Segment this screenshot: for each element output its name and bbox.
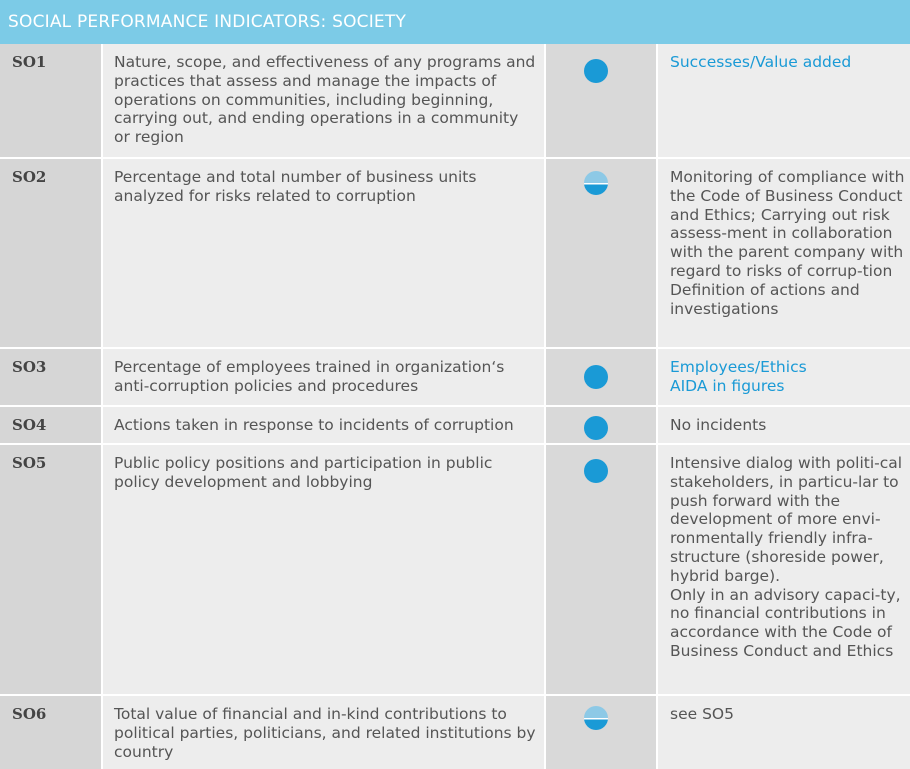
indicator-code: SO6 (0, 696, 101, 769)
response-text: No incidents (670, 416, 767, 434)
response-link-successes[interactable]: Successes/Value added (670, 53, 852, 71)
indicator-description: Public policy positions and participation in public policy development and lobbying (103, 445, 544, 694)
indicator-description: Percentage of employees trained in organization‘s anti-corruption policies and procedures (103, 349, 544, 405)
indicator-description: Actions taken in response to incidents of corruption (103, 407, 544, 443)
indicator-code: SO3 (0, 349, 101, 405)
full-circle-icon (584, 365, 608, 389)
response-cell (658, 159, 910, 347)
response-link-aida-in-figures[interactable]: AIDA in figures (670, 376, 785, 395)
status-cell (546, 407, 656, 443)
status-cell (546, 349, 656, 405)
indicator-code: SO2 (0, 159, 101, 347)
response-cell (658, 349, 910, 405)
response-cell (658, 696, 910, 769)
indicator-description: Percentage and total number of business units analyzed for risks related to corruption (103, 159, 544, 347)
status-cell (546, 696, 656, 769)
half-circle-icon (584, 171, 608, 195)
response-text: Monitoring of compliance with the Code of Business Conduct and Ethics; Carrying out risk assess-ment in collaboration with the parent company with regard to risks of corrup-tion Definition of actions and investigations (670, 168, 905, 318)
status-cell (546, 44, 656, 157)
response-link-employees-ethics[interactable]: Employees/Ethics (670, 358, 807, 376)
indicator-code: SO5 (0, 445, 101, 694)
response-text: Only in an advisory capaci-ty, no financial contributions in accordance with the Code of Business Conduct and Ethics (670, 585, 901, 660)
full-circle-icon (584, 416, 608, 440)
response-cell (658, 407, 910, 443)
indicator-table (0, 44, 910, 759)
half-circle-icon (584, 706, 608, 730)
full-circle-icon (584, 59, 608, 83)
indicator-code: SO4 (0, 407, 101, 443)
indicator-description: Nature, scope, and effectiveness of any programs and practices that assess and manage the impacts of operations on communities, including beginning, carrying out, and ending operations in a community or region (103, 44, 544, 157)
response-text: Intensive dialog with politi-cal stakeholders, in particu-lar to push forward with the development of more envi-ronmentally friendly infra-structure (shoreside power, hybrid barge). (670, 454, 903, 585)
response-text: see SO5 (670, 705, 734, 723)
indicator-description: Total value of financial and in-kind contributions to political parties, politicians, and related institutions by country (103, 696, 544, 769)
indicator-code: SO1 (0, 44, 101, 157)
response-cell (658, 445, 910, 694)
status-cell (546, 445, 656, 694)
response-cell (658, 44, 910, 157)
status-cell (546, 159, 656, 347)
table-title: SOCIAL PERFORMANCE INDICATORS: SOCIETY (0, 0, 910, 44)
full-circle-icon (584, 459, 608, 483)
